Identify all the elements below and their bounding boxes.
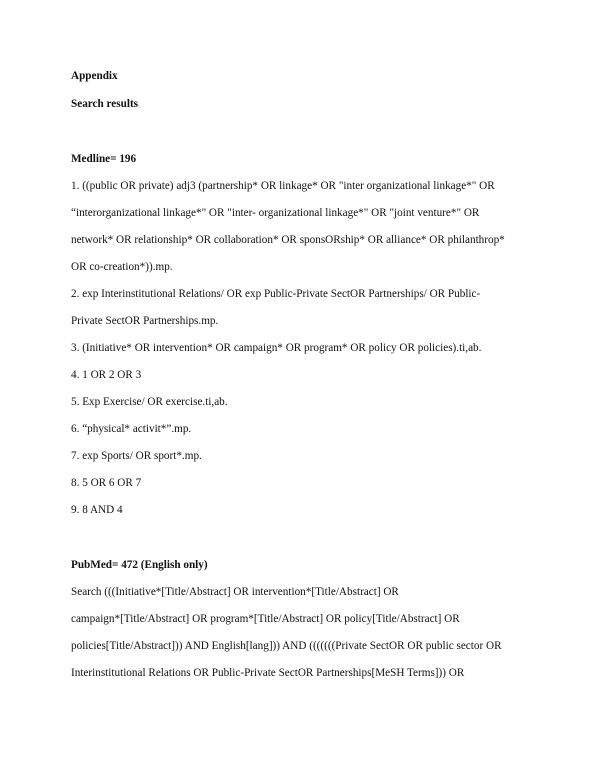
medline-line: 3. (Initiative* OR intervention* OR campaign* OR program* OR policy OR policies).ti,ab. <box>71 342 482 354</box>
medline-section-title: Medline= 196 <box>71 153 137 165</box>
medline-line: 2. exp Interinstitutional Relations/ OR exp Public-Private SectOR Partnerships/ OR Public- <box>71 288 481 300</box>
pubmed-line: Search (((Initiative*[Title/Abstract] OR intervention*[Title/Abstract] OR <box>71 586 399 598</box>
medline-line: 6. “physical* activit*”.mp. <box>71 423 192 435</box>
medline-line: OR co-creation*)).mp. <box>71 261 173 273</box>
search-results-heading: Search results <box>71 98 139 110</box>
pubmed-section-title: PubMed= 472 (English only) <box>71 559 208 571</box>
medline-line: network* OR relationship* OR collaboration* OR sponsORship* OR alliance* OR philanthrop* <box>71 234 505 246</box>
pubmed-line: campaign*[Title/Abstract] OR program*[Title/Abstract] OR policy[Title/Abstract] OR <box>71 613 460 625</box>
medline-line: Private SectOR Partnerships.mp. <box>71 315 219 327</box>
medline-line: 4. 1 OR 2 OR 3 <box>71 369 142 381</box>
medline-line: 9. 8 AND 4 <box>71 504 123 516</box>
medline-line: 7. exp Sports/ OR sport*.mp. <box>71 450 202 462</box>
pubmed-line: policies[Title/Abstract])) AND English[lang])) AND (((((((Private SectOR OR public sector OR <box>71 640 502 652</box>
medline-line: 8. 5 OR 6 OR 7 <box>71 477 142 489</box>
medline-line: 1. ((public OR private) adj3 (partnership* OR linkage* OR "inter organizational linkage*" OR <box>71 180 495 192</box>
appendix-heading: Appendix <box>71 70 118 82</box>
medline-line: “interorganizational linkage*" OR "inter- organizational linkage*" OR "joint venture*" OR <box>71 207 480 219</box>
pubmed-line: Interinstitutional Relations OR Public-Private SectOR Partnerships[MeSH Terms])) OR <box>71 667 465 679</box>
medline-line: 5. Exp Exercise/ OR exercise.ti,ab. <box>71 396 228 408</box>
